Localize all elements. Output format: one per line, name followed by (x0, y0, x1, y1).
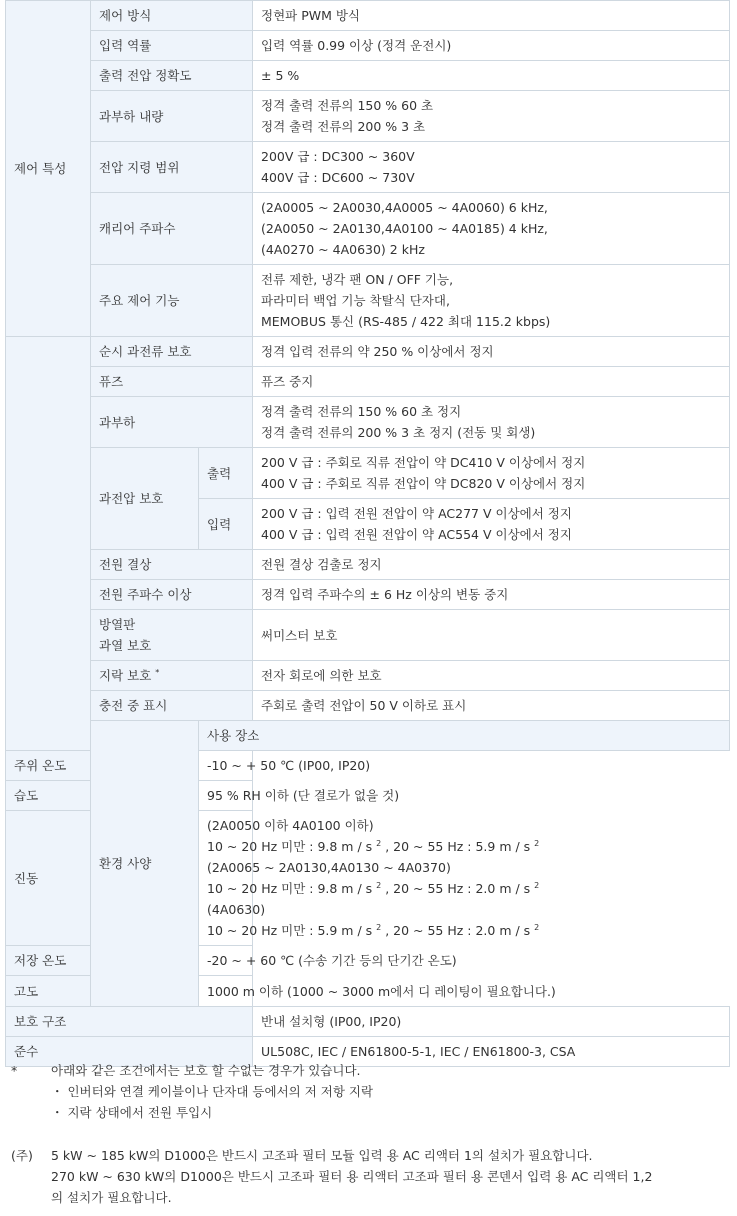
row-label: 진동 (6, 811, 199, 946)
table-row (6, 946, 730, 976)
list-item: ・ 지락 상태에서 전원 투입시 (51, 1105, 213, 1120)
table-row (6, 781, 730, 811)
row-label: 입력 역률 (91, 31, 253, 61)
row-value: 95 % RH 이하 (단 결로가 없을 것) (199, 781, 253, 811)
row-label: 사용 장소 (199, 721, 730, 751)
row-label: 과전압 보호 (91, 448, 199, 550)
row-value: 정현파 PWM 방식 (253, 1, 730, 31)
row-value: 정격 출력 전류의 150 % 60 초 정격 출력 전류의 200 % 3 초 (253, 91, 730, 142)
row-value: 정격 출력 전류의 150 % 60 초 정지 정격 출력 전류의 200 % 3 초 정지 (전동 및 회생) (253, 397, 730, 448)
category-environment: 환경 사양 (91, 721, 199, 1007)
row-value: 1000 m 이하 (1000 ~ 3000 m에서 디 레이팅이 필요합니다.) (199, 976, 253, 1007)
row-value: 입력 역률 0.99 이상 (정격 운전시) (253, 31, 730, 61)
row-label: 과부하 내량 (91, 91, 253, 142)
row-label: 전원 결상 (91, 550, 253, 580)
row-label-structure: 보호 구조 (6, 1007, 253, 1037)
table-row (6, 265, 730, 337)
table-row (6, 610, 730, 661)
footnote-text: 아래와 같은 조건에서는 보호 할 수없는 경우가 있습니다. (51, 1063, 361, 1078)
table-row (6, 811, 730, 946)
table-row (6, 61, 730, 91)
category-control: 제어 특성 (6, 1, 91, 337)
table-row (6, 142, 730, 193)
footnote-mark: * (11, 1063, 18, 1078)
row-label: 저장 온도 (6, 946, 199, 976)
row-label: 과부하 (91, 397, 253, 448)
sub-label-input: 입력 (199, 499, 253, 550)
row-value: 전원 결상 검출로 정지 (253, 550, 730, 580)
row-value: 퓨즈 중지 (253, 367, 730, 397)
row-value: -10 ~ + 50 ℃ (IP00, IP20) (199, 751, 253, 781)
list-item: ・ 인버터와 연결 케이블이나 단자대 등에서의 저 저항 지락 (51, 1084, 374, 1099)
category-protection (6, 337, 91, 751)
row-value: 전류 제한, 냉각 팬 ON / OFF 기능, 파라미터 백업 기능 착탈식 단자대, MEMOBUS 통신 (RS-485 / 422 최대 115.2 kbps) (253, 265, 730, 337)
table-row (6, 976, 730, 1007)
table-row (6, 337, 730, 367)
spec-table (5, 0, 730, 1067)
table-row (6, 367, 730, 397)
row-value: -20 ~ + 60 ℃ (수송 기간 등의 단기간 온도) (199, 946, 253, 976)
table-row (6, 397, 730, 448)
row-label: 전원 주파수 이상 (91, 580, 253, 610)
table-row (6, 661, 730, 691)
row-value: 반내 설치형 (IP00, IP20) (253, 1007, 730, 1037)
remark-line: 270 kW ~ 630 kW의 D1000은 반드시 고조파 필터 용 리액터 고조파 필터 용 콘덴서 입력 용 AC 리액터 1,2 (51, 1169, 653, 1184)
row-label: 출력 전압 정확도 (91, 61, 253, 91)
row-label-compliance: 준수 (6, 1037, 253, 1067)
row-label: 지락 보호 * (91, 661, 253, 691)
table-row (6, 448, 730, 499)
row-label: 제어 방식 (91, 1, 253, 31)
remark-mark: (주) (11, 1148, 33, 1163)
row-label: 캐리어 주파수 (91, 193, 253, 265)
row-value: 200 V 급 : 입력 전원 전압이 약 AC277 V 이상에서 정지 400 V 급 : 입력 전원 전압이 약 AC554 V 이상에서 정지 (253, 499, 730, 550)
row-label: 고도 (6, 976, 199, 1007)
table-row (6, 550, 730, 580)
footnote-remark (5, 1145, 733, 1208)
remark-line: 5 kW ~ 185 kW의 D1000은 반드시 고조파 필터 모듈 입력 용 AC 리액터 1의 설치가 필요합니다. (51, 1148, 593, 1163)
row-value: 200 V 급 : 주회로 직류 전압이 약 DC410 V 이상에서 정지 400 V 급 : 주회로 직류 전압이 약 DC820 V 이상에서 정지 (253, 448, 730, 499)
row-value: 전자 회로에 의한 보호 (253, 661, 730, 691)
row-label: 방열판 과열 보호 (91, 610, 253, 661)
table-row (6, 721, 730, 751)
row-value: (2A0050 이하 4A0100 이하) 10 ~ 20 Hz 미만 : 9.8 m / s $^2$ , 20 ~ 55 Hz : 5.9 m / s $^2$ (2A0065 ~ 2A0130,4A0130 ~ 4A0370) 10 ~ 20 Hz 미만 : 9.8 m / s $^2$ , 20 ~ 55 Hz : 2.0 m / s $^2$ (4A0630) 10 ~ 20 Hz 미만 : 5.9 m / s $^2$ , 20 ~ 55 Hz : 2.0 m / s $^2$ (199, 811, 253, 946)
row-value: 정격 입력 전류의 약 250 % 이상에서 정지 (253, 337, 730, 367)
row-value: 정격 입력 주파수의 ± 6 Hz 이상의 변동 중지 (253, 580, 730, 610)
row-value: (2A0005 ~ 2A0030,4A0005 ~ 4A0060) 6 kHz, (2A0050 ~ 2A0130,4A0100 ~ 4A0185) 4 kHz, (4A0270 ~ 4A0630) 2 kHz (253, 193, 730, 265)
table-row (6, 1, 730, 31)
row-value: 주회로 출력 전압이 50 V 이하로 표시 (253, 691, 730, 721)
row-value: UL508C, IEC / EN61800-5-1, IEC / EN61800-3, CSA (253, 1037, 730, 1067)
remark-line: 의 설치가 필요합니다. (51, 1190, 172, 1205)
table-row (6, 580, 730, 610)
row-value: 200V 급 : DC300 ~ 360V 400V 급 : DC600 ~ 730V (253, 142, 730, 193)
sub-label-output: 출력 (199, 448, 253, 499)
footnote-mark: * (155, 667, 160, 677)
notes-section (5, 1060, 733, 1208)
row-label: 주위 온도 (6, 751, 199, 781)
table-row (6, 751, 730, 781)
row-value: 써미스터 보호 (253, 610, 730, 661)
table-row (6, 193, 730, 265)
row-label: 퓨즈 (91, 367, 253, 397)
table-row (6, 91, 730, 142)
table-row (6, 31, 730, 61)
footnote-asterisk (5, 1060, 733, 1123)
table-row (6, 691, 730, 721)
row-label: 습도 (6, 781, 199, 811)
row-label: 충전 중 표시 (91, 691, 253, 721)
row-label: 순시 과전류 보호 (91, 337, 253, 367)
row-value: ± 5 % (253, 61, 730, 91)
table-row (6, 1007, 730, 1037)
row-label: 전압 지령 범위 (91, 142, 253, 193)
row-label: 주요 제어 기능 (91, 265, 253, 337)
